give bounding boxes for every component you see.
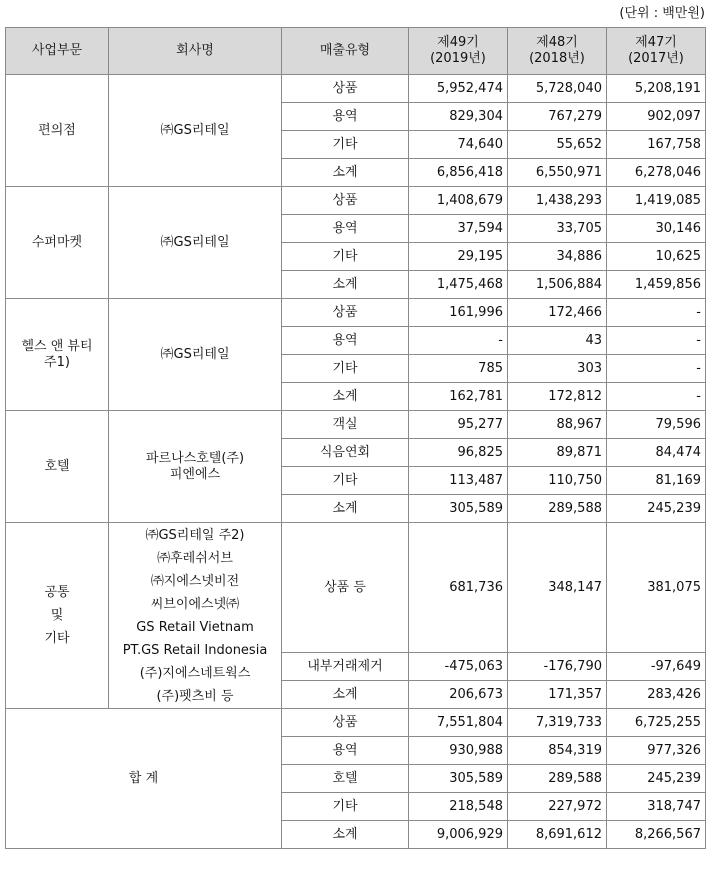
segment-cell: 편의점 — [6, 75, 109, 187]
table-row — [6, 523, 706, 653]
sales-table — [5, 27, 706, 849]
table-row — [6, 411, 706, 439]
total-row — [6, 709, 706, 737]
value-fy48: 110,750 — [508, 467, 607, 495]
value-fy47: 30,146 — [607, 215, 706, 243]
value-fy47: 283,426 — [607, 681, 706, 709]
type-cell: 기타 — [282, 131, 409, 159]
value-fy47: 84,474 — [607, 439, 706, 467]
total-label: 합 계 — [6, 709, 282, 849]
value-fy47: 245,239 — [607, 495, 706, 523]
footnote-ref: 주1) — [44, 354, 70, 370]
header-fy49 — [409, 28, 508, 75]
type-cell: 상품 — [282, 75, 409, 103]
value-fy49: 930,988 — [409, 737, 508, 765]
value-fy47: 1,419,085 — [607, 187, 706, 215]
value-fy49: 1,475,468 — [409, 271, 508, 299]
type-cell: 소계 — [282, 495, 409, 523]
header-fy49-year: (2019년) — [430, 51, 486, 66]
value-fy49: 785 — [409, 355, 508, 383]
company-name: (주)펫츠비 등 — [156, 688, 234, 704]
value-fy49: 29,195 — [409, 243, 508, 271]
value-fy47: 79,596 — [607, 411, 706, 439]
value-fy48: 33,705 — [508, 215, 607, 243]
header-fy49-label: 제49기 — [437, 35, 479, 50]
segment-cell — [6, 523, 109, 709]
value-fy49: 95,277 — [409, 411, 508, 439]
value-fy49: 305,589 — [409, 495, 508, 523]
value-fy48: 88,967 — [508, 411, 607, 439]
value-fy49: 6,856,418 — [409, 159, 508, 187]
value-fy48: 1,438,293 — [508, 187, 607, 215]
value-fy47: 10,625 — [607, 243, 706, 271]
segment-cell: 수퍼마켓 — [6, 187, 109, 299]
value-fy49: 7,551,804 — [409, 709, 508, 737]
value-fy49: 218,548 — [409, 793, 508, 821]
value-fy47: - — [607, 383, 706, 411]
value-fy49: 162,781 — [409, 383, 508, 411]
value-fy47: 6,725,255 — [607, 709, 706, 737]
type-cell: 기타 — [282, 243, 409, 271]
table-row — [6, 187, 706, 215]
value-fy49: 37,594 — [409, 215, 508, 243]
value-fy49: 1,408,679 — [409, 187, 508, 215]
type-cell: 객실 — [282, 411, 409, 439]
value-fy47: 167,758 — [607, 131, 706, 159]
value-fy48: 303 — [508, 355, 607, 383]
company-name: 피엔에스 — [169, 466, 221, 482]
value-fy48: 289,588 — [508, 495, 607, 523]
type-cell: 기타 — [282, 467, 409, 495]
header-fy47 — [607, 28, 706, 75]
value-fy48: 227,972 — [508, 793, 607, 821]
segment-name: 헬스 앤 뷰티 — [21, 338, 93, 354]
type-cell: 상품 — [282, 709, 409, 737]
type-cell: 상품 — [282, 299, 409, 327]
value-fy49: -475,063 — [409, 653, 508, 681]
type-cell: 소계 — [282, 271, 409, 299]
company-name: 씨브이에스넷㈜ — [150, 596, 240, 612]
segment-name-line: 및 — [50, 608, 64, 623]
value-fy47: 8,266,567 — [607, 821, 706, 849]
value-fy48: 767,279 — [508, 103, 607, 131]
value-fy48: 6,550,971 — [508, 159, 607, 187]
value-fy49: 9,006,929 — [409, 821, 508, 849]
header-type: 매출유형 — [282, 28, 409, 75]
value-fy48: 5,728,040 — [508, 75, 607, 103]
type-cell: 소계 — [282, 681, 409, 709]
value-fy47: 6,278,046 — [607, 159, 706, 187]
value-fy48: 34,886 — [508, 243, 607, 271]
type-cell: 용역 — [282, 215, 409, 243]
company-name: ㈜지에스넷비전 — [150, 573, 240, 589]
value-fy47: 902,097 — [607, 103, 706, 131]
segment-name-line: 기타 — [44, 631, 70, 646]
value-fy47: - — [607, 299, 706, 327]
segment-name-line: 공통 — [44, 585, 70, 600]
type-cell: 식음연회 — [282, 439, 409, 467]
value-fy47: 5,208,191 — [607, 75, 706, 103]
unit-note: (단위 : 백만원) — [619, 6, 705, 21]
value-fy48: 43 — [508, 327, 607, 355]
header-fy47-label: 제47기 — [635, 35, 677, 50]
value-fy48: 172,466 — [508, 299, 607, 327]
company-cell: ㈜GS리테일 — [109, 187, 282, 299]
type-cell: 용역 — [282, 103, 409, 131]
value-fy47: - — [607, 327, 706, 355]
type-cell: 상품 등 — [282, 523, 409, 653]
value-fy47: 1,459,856 — [607, 271, 706, 299]
value-fy48: 55,652 — [508, 131, 607, 159]
value-fy47: 977,326 — [607, 737, 706, 765]
company-cell — [109, 411, 282, 523]
table-row — [6, 75, 706, 103]
header-row — [6, 28, 706, 75]
value-fy49: 681,736 — [409, 523, 508, 653]
value-fy49: 829,304 — [409, 103, 508, 131]
value-fy49: - — [409, 327, 508, 355]
company-name: (주)지에스네트웍스 — [139, 665, 251, 681]
type-cell: 상품 — [282, 187, 409, 215]
value-fy48: 171,357 — [508, 681, 607, 709]
value-fy49: 96,825 — [409, 439, 508, 467]
company-name: 파르나스호텔(주) — [145, 450, 245, 466]
value-fy48: 8,691,612 — [508, 821, 607, 849]
table-row — [6, 299, 706, 327]
type-cell: 기타 — [282, 355, 409, 383]
value-fy49: 5,952,474 — [409, 75, 508, 103]
type-cell: 기타 — [282, 793, 409, 821]
type-cell: 호텔 — [282, 765, 409, 793]
header-segment: 사업부문 — [6, 28, 109, 75]
value-fy48: -176,790 — [508, 653, 607, 681]
segment-cell — [6, 299, 109, 411]
company-cell: ㈜GS리테일 — [109, 299, 282, 411]
header-fy47-year: (2017년) — [628, 51, 684, 66]
value-fy48: 7,319,733 — [508, 709, 607, 737]
type-cell: 용역 — [282, 327, 409, 355]
value-fy47: 381,075 — [607, 523, 706, 653]
value-fy49: 113,487 — [409, 467, 508, 495]
type-cell: 소계 — [282, 821, 409, 849]
value-fy48: 348,147 — [508, 523, 607, 653]
value-fy47: -97,649 — [607, 653, 706, 681]
company-cell: ㈜GS리테일 — [109, 75, 282, 187]
header-company: 회사명 — [109, 28, 282, 75]
type-cell: 소계 — [282, 159, 409, 187]
type-cell: 용역 — [282, 737, 409, 765]
value-fy47: - — [607, 355, 706, 383]
type-cell: 소계 — [282, 383, 409, 411]
header-fy48-year: (2018년) — [529, 51, 585, 66]
value-fy48: 1,506,884 — [508, 271, 607, 299]
value-fy48: 89,871 — [508, 439, 607, 467]
header-fy48-label: 제48기 — [536, 35, 578, 50]
company-name: GS Retail Vietnam — [136, 619, 254, 635]
value-fy48: 289,588 — [508, 765, 607, 793]
company-name: PT.GS Retail Indonesia — [122, 642, 268, 658]
value-fy48: 172,812 — [508, 383, 607, 411]
value-fy49: 206,673 — [409, 681, 508, 709]
value-fy47: 245,239 — [607, 765, 706, 793]
value-fy49: 305,589 — [409, 765, 508, 793]
value-fy47: 318,747 — [607, 793, 706, 821]
value-fy47: 81,169 — [607, 467, 706, 495]
segment-cell: 호텔 — [6, 411, 109, 523]
company-cell — [109, 523, 282, 709]
company-name: ㈜GS리테일 주2) — [145, 527, 245, 543]
value-fy49: 161,996 — [409, 299, 508, 327]
type-cell: 내부거래제거 — [282, 653, 409, 681]
value-fy49: 74,640 — [409, 131, 508, 159]
header-fy48 — [508, 28, 607, 75]
company-name: ㈜후레쉬서브 — [157, 550, 233, 566]
value-fy48: 854,319 — [508, 737, 607, 765]
